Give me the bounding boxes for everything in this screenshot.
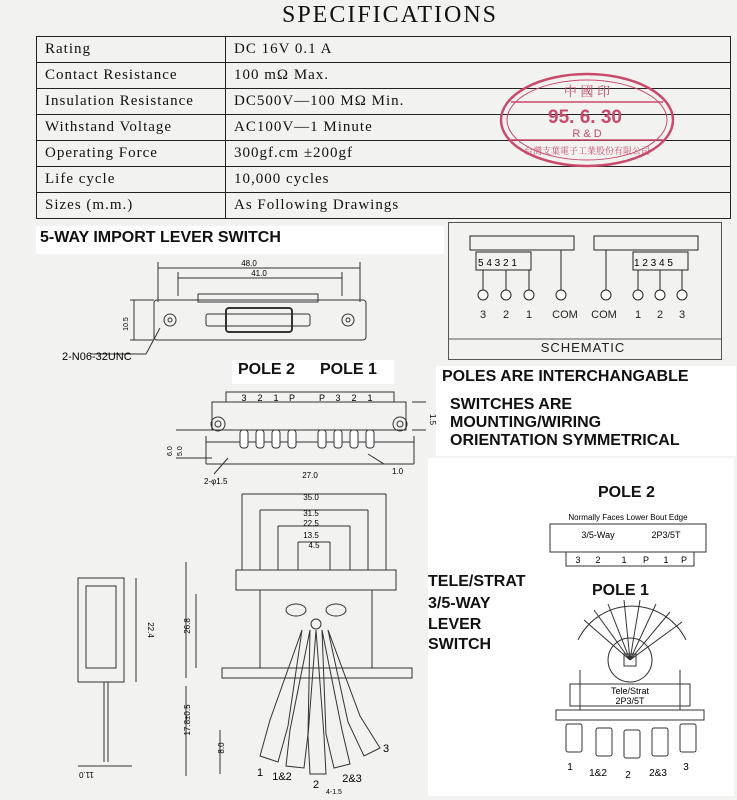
term-label: 2 [502, 309, 510, 321]
lever-position-label: 2&3 [342, 773, 362, 785]
stamp-date: 95. 6. 30 [548, 107, 622, 128]
dim-48: 48.0 [241, 259, 257, 268]
row-label: Sizes (m.m.) [37, 193, 226, 219]
right-pole2-label: POLE 2 [598, 484, 655, 501]
row-label: Operating Force [37, 141, 226, 167]
stamp-dept: R & D [572, 128, 602, 140]
lever-position-label: 3 [382, 743, 390, 755]
page-title: SPECIFICATIONS [281, 2, 499, 28]
schematic-left-numbers: 5 4 3 2 1 [478, 258, 517, 269]
terminal-label: 1 [621, 555, 627, 565]
terminal-label: 3 [575, 555, 581, 565]
term-label: COM [591, 309, 617, 321]
telestrat-line4: SWITCH [428, 636, 492, 653]
terminal-label: 3 [241, 393, 247, 403]
table-row [37, 193, 731, 219]
row-value: DC 16V 0.1 A [226, 37, 731, 63]
dim-224: 22.4 [146, 622, 155, 638]
term-label: 2 [656, 309, 664, 321]
plate-text-1: Tele/Strat [610, 686, 650, 696]
row-label: Contact Resistance [37, 63, 226, 89]
terminal-label: 1 [273, 393, 279, 403]
row-label: Withstand Voltage [37, 115, 226, 141]
dim-15: 1.5 [428, 414, 437, 426]
dim-268: 26.8 [183, 618, 192, 634]
telestrat-line3: LEVER [428, 616, 482, 633]
right-pole1-label: POLE 1 [592, 582, 649, 599]
schematic-label: SCHEMATIC [540, 340, 626, 355]
dim-315: 31.5 [303, 509, 319, 518]
dim-178: 17.8±0.5 [183, 704, 192, 736]
dim-110: 11.0 [79, 770, 94, 779]
lever-position-label: 1&2 [272, 771, 292, 783]
telestrat-line1: TELE/STRAT [428, 573, 526, 590]
terminal-label: 2 [257, 393, 263, 403]
dim-10: 1.0 [392, 467, 404, 476]
import-switch-heading: 5-WAY IMPORT LEVER SWITCH [40, 229, 281, 246]
thread-note: 2-N06-32UNC [62, 351, 132, 363]
table-row [37, 37, 731, 63]
pole-tag-left: 3/5-Way [581, 530, 615, 540]
dim-50: 5.0 [177, 446, 184, 456]
row-label: Rating [37, 37, 226, 63]
schematic-right-numbers: 1 2 3 4 5 [634, 258, 673, 269]
row-value: 300gf.cm ±200gf [226, 141, 731, 167]
lever-position-label: 2 [625, 770, 631, 781]
terminal-label: 1 [367, 393, 373, 403]
pole2-label: POLE 2 [238, 361, 295, 378]
pole1-label: POLE 1 [320, 361, 377, 378]
table-row [37, 167, 731, 193]
terminal-label: P [288, 393, 296, 403]
row-label: Insulation Resistance [37, 89, 226, 115]
pole-tag-right: 2P3/5T [651, 530, 681, 540]
dim-bottom: 4-1.5 [326, 789, 342, 796]
row-label: Life cycle [37, 167, 226, 193]
dim-350: 35.0 [303, 493, 319, 502]
term-label: 1 [634, 309, 642, 321]
term-label: 3 [479, 309, 487, 321]
dim-60: 6.0 [167, 446, 174, 456]
terminal-label: 3 [335, 393, 341, 403]
dim-41: 41.0 [251, 269, 267, 278]
tele-strat-pole2-drawing [538, 508, 718, 576]
stamp-top: 中 國 印 [563, 84, 611, 99]
switch-side-view [167, 384, 437, 488]
terminal-label: P [318, 393, 326, 403]
plate-text-2: 2P3/5T [615, 696, 645, 706]
lever-position-label: 2&3 [649, 768, 667, 779]
dim-45: 4.5 [308, 541, 320, 550]
terminal-label: P [642, 555, 650, 565]
telestrat-line2: 3/5-WAY [428, 595, 491, 612]
lever-position-label: 2 [312, 779, 320, 791]
dim-105: 10.5 [123, 317, 130, 331]
terminal-label: P [680, 555, 688, 565]
dim-80: 8.0 [217, 742, 226, 754]
terminal-label: 1 [663, 555, 669, 565]
row-value: 10,000 cycles [226, 167, 731, 193]
dim-hole: 2-φ1.5 [204, 477, 228, 486]
dim-270: 27.0 [302, 471, 318, 480]
interchangable-note: POLES ARE INTERCHANGABLE [442, 368, 689, 385]
rd-stamp [497, 70, 677, 170]
row-value: AC100V—1 Minute [226, 115, 731, 141]
terminal-label: 2 [351, 393, 357, 403]
row-value: DC500V—100 MΩ Min. [226, 89, 731, 115]
lever-position-label: 3 [683, 762, 689, 773]
stamp-bottom: 台灣支葉電子工業股份有限公司 [523, 146, 651, 156]
orientation-note: Normally Faces Lower Bout Edge [568, 513, 688, 522]
switch-front-view [64, 490, 424, 796]
row-value: As Following Drawings [226, 193, 731, 219]
lever-position-label: 1 [567, 762, 573, 773]
term-label: 3 [678, 309, 686, 321]
switch-top-view [30, 256, 430, 366]
symmetry-note-line2: MOUNTING/WIRING [450, 414, 602, 431]
terminal-label: 2 [595, 555, 601, 565]
dim-135: 13.5 [303, 531, 319, 540]
lever-position-label: 1 [256, 767, 264, 779]
term-label: 1 [525, 309, 533, 321]
tele-strat-pole1-drawing [540, 600, 720, 796]
lever-position-label: 1&2 [589, 768, 607, 779]
term-label: COM [552, 309, 578, 321]
symmetry-note-line1: SWITCHES ARE [450, 396, 573, 413]
dim-225: 22.5 [303, 519, 319, 528]
symmetry-note-line3: ORIENTATION SYMMETRICAL [450, 432, 680, 449]
row-value: 100 mΩ Max. [226, 63, 731, 89]
